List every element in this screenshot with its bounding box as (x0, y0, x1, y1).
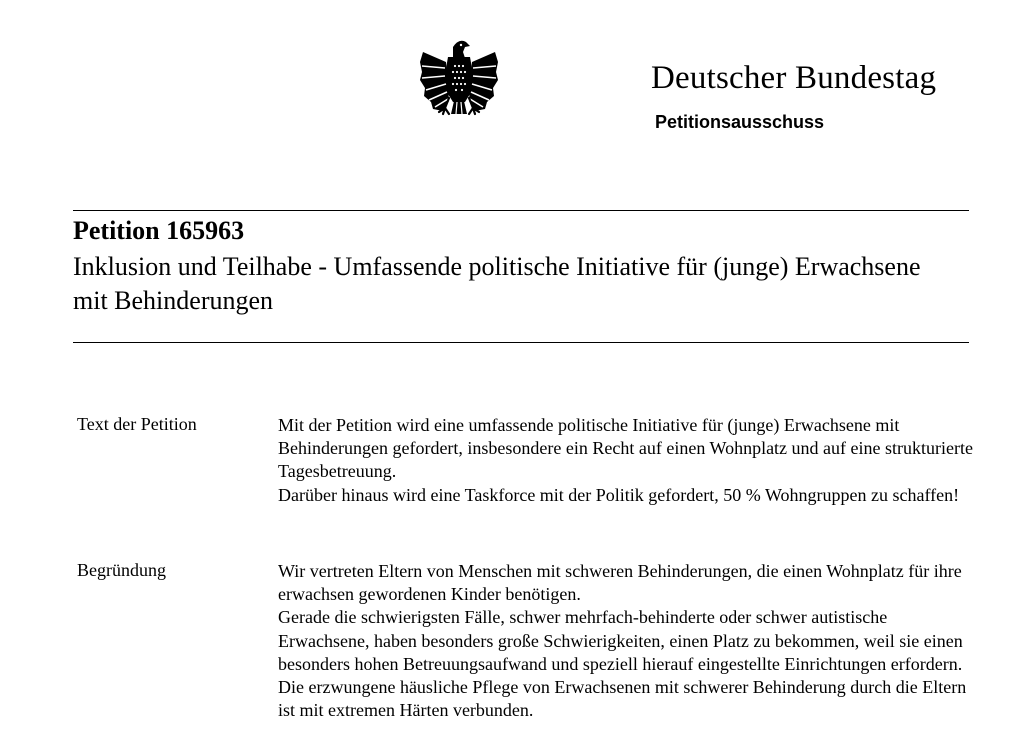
paragraph: Darüber hinaus wird eine Taskforce mit der Politik gefordert, 50 % Wohngruppen zu schaffen! (278, 484, 960, 505)
paragraph: Mit der Petition wird eine umfassende politische Initiative für (junge) Erwachsene mit Behinderungen gefordert, insbesondere ein Recht auf einen Wohnplatz und auf eine strukturierte Tagesbetreuung. (278, 415, 973, 482)
section-body-petition-text (278, 414, 978, 507)
petition-title: Inklusion und Teilhabe - Umfassende politische Initiative für (junge) Erwachsene mit Behinderungen (73, 252, 921, 315)
divider-bottom (73, 342, 969, 343)
paragraph: Die erzwungene häusliche Pflege von Erwachsenen mit schwerer Behinderung durch die Eltern ist mit extremen Härten verbunden. (278, 677, 967, 721)
institution-name: Deutscher Bundestag (651, 60, 937, 96)
paragraph: Gerade die schwierigsten Fälle, schwer mehrfach-behinderte oder schwer autistische Erwachsene, haben besonders große Schwierigkeiten, einen Platz zu bekommen, weil sie einen besonders hohen Betreuungsaufwand und speziell hierauf eingestellte Einrichtungen erfordern. (278, 607, 963, 674)
committee-name: Petitionsausschuss (655, 112, 825, 132)
petition-number: Petition 165963 (73, 216, 245, 245)
section-body-reason (278, 560, 978, 722)
federal-eagle-icon (419, 38, 499, 122)
section-label-petition-text: Text der Petition (77, 414, 197, 434)
section-label-reason: Begründung (77, 560, 166, 580)
paragraph: Wir vertreten Eltern von Menschen mit schweren Behinderungen, die einen Wohnplatz für ihre erwachsen gewordenen Kinder benötigen. (278, 561, 962, 605)
divider-top (73, 210, 969, 211)
